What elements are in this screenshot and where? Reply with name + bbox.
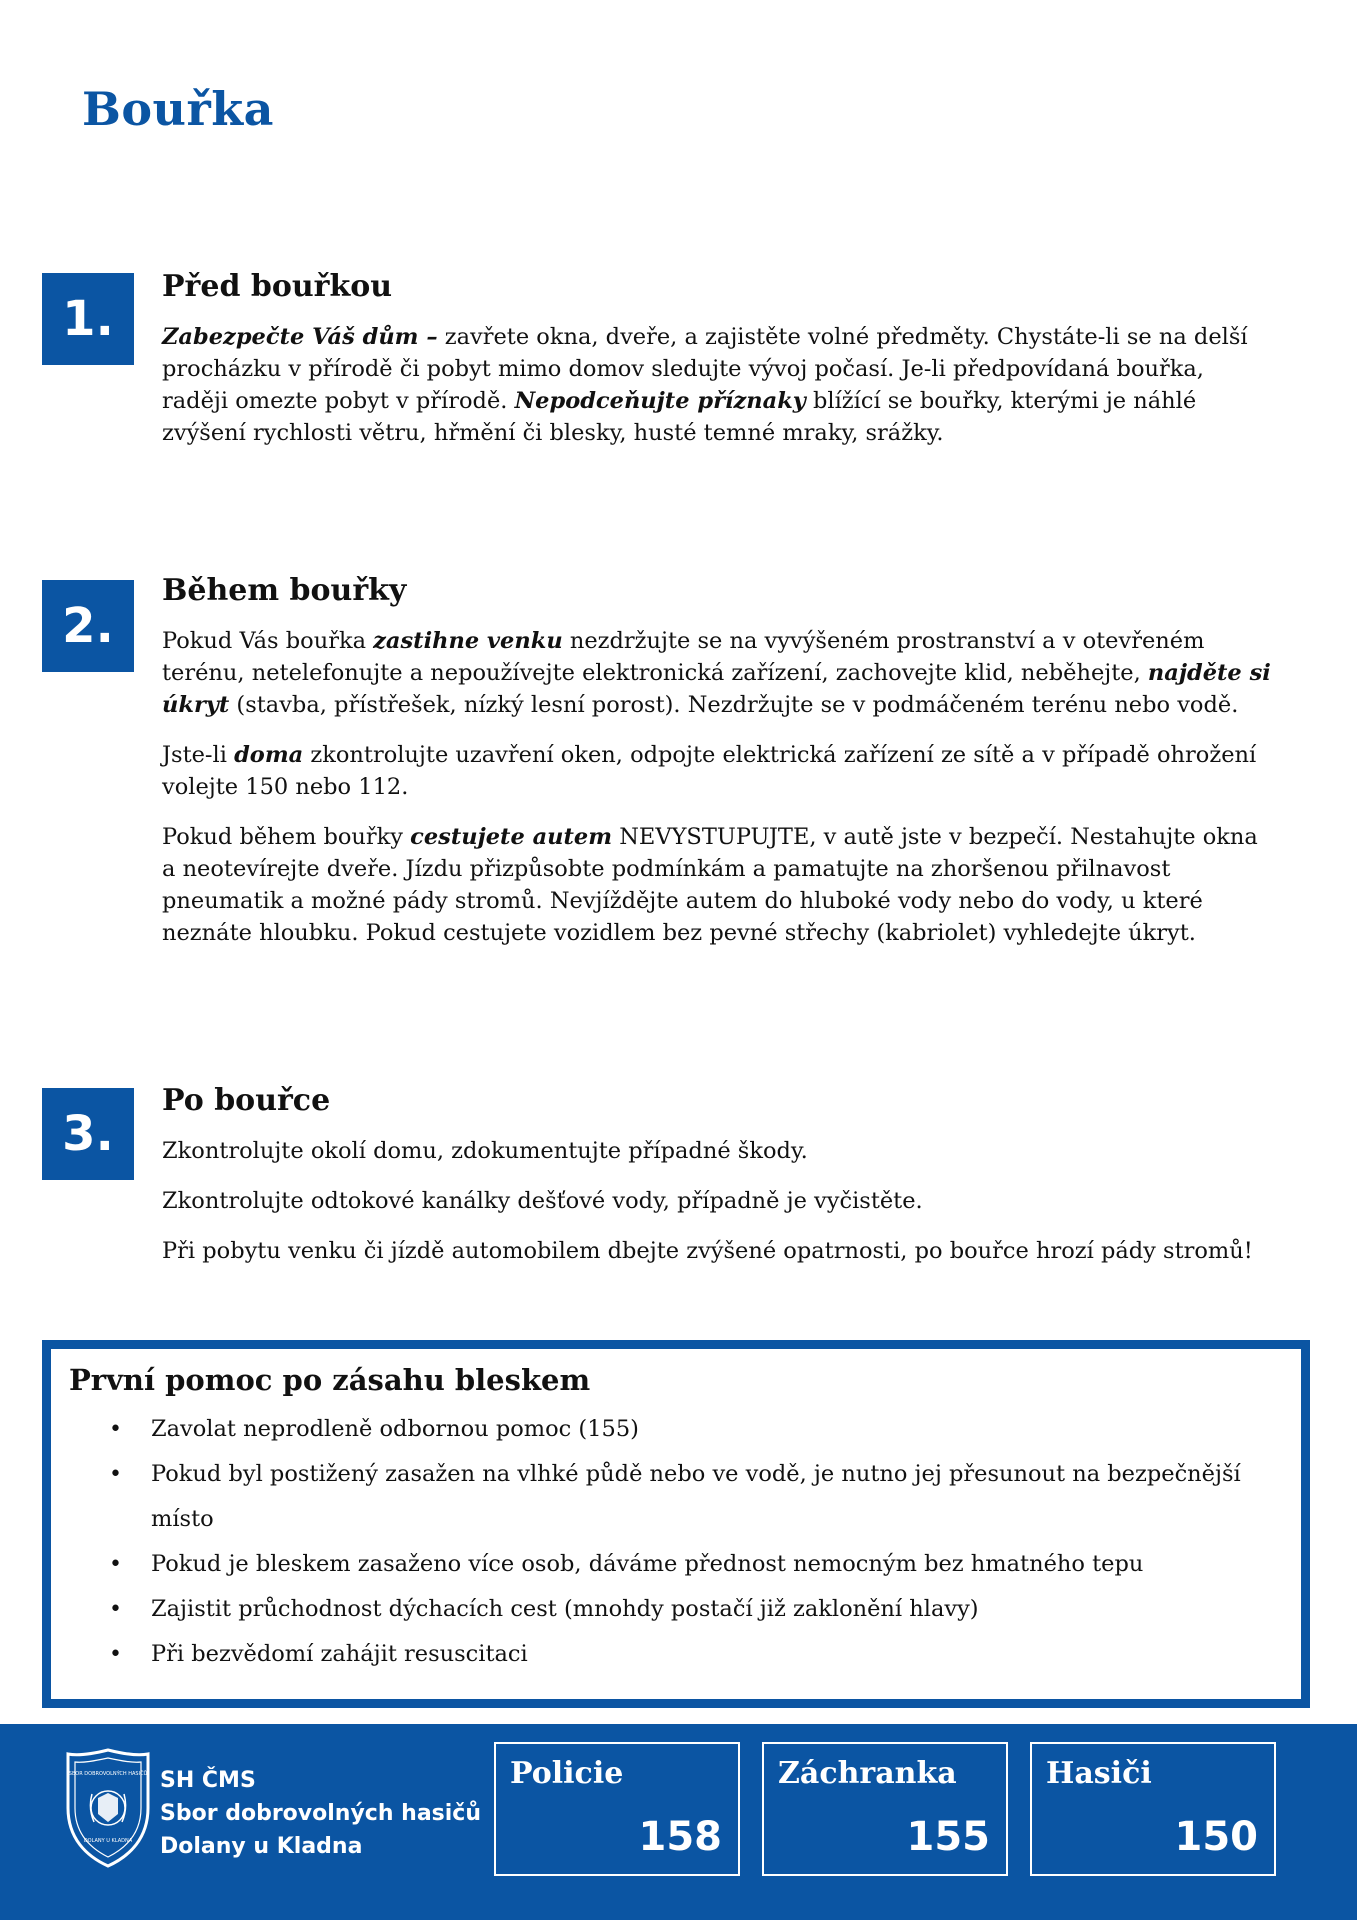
list-item-text: Zavolat neprodleně odbornou pomoc (155) — [151, 1416, 639, 1442]
section-paragraphs — [162, 321, 1272, 449]
bullet-icon: • — [109, 1597, 122, 1622]
section-paragraph — [162, 625, 1272, 721]
first-aid-list — [69, 1407, 1283, 1677]
paragraph-text: zavřete okna, dveře, a zajistěte volné předměty. Chystáte-li se na delší procházku v přírodě či pobyt mimo domov sledujte vývoj počasí. Je-li předpovídaná bouřka, raději omezte pobyt v přírodě. — [162, 324, 1248, 414]
list-item — [69, 1542, 1283, 1587]
paragraph-text: Při pobytu venku či jízdě automobilem dbejte zvýšené opatrnosti, po bouřce hrozí pády stromů! — [162, 1238, 1253, 1264]
list-item — [69, 1407, 1283, 1452]
contact-number: 158 — [638, 1814, 722, 1860]
section-paragraph — [162, 739, 1272, 803]
section-heading: Po bouřce — [162, 1083, 331, 1118]
paragraph-text: Zkontrolujte odtokové kanálky dešťové vody, případně je vyčistěte. — [162, 1188, 923, 1214]
paragraph-text: nezdržujte se na vyvýšeném prostranství a v otevřeném terénu, netelefonujte a nepoužívejte elektronická zařízení, zachovejte klid, neběhejte, — [162, 628, 1205, 686]
list-item-text: Pokud byl postižený zasažen na vlhké půdě nebo ve vodě, je nutno jej přesunout na bezpečnější místo — [151, 1461, 1241, 1532]
emphasis-text: Zabezpečte Váš dům – — [162, 324, 438, 350]
contact-ambulance — [762, 1742, 1008, 1876]
list-item-text: Pokud je bleskem zasaženo více osob, dáváme přednost nemocným bez hmatného tepu — [151, 1551, 1144, 1577]
paragraph-text: Jste-li — [162, 742, 235, 768]
paragraph-text: NEVYSTUPUJTE, v autě jste v bezpečí. Nestahujte okna a neotevírejte dveře. Jízdu přizpůsobte podmínkám a pamatujte na zhoršenou přilnavost pneumatik a možné pády stromů. Nevjíždějte autem do hluboké vody nebo do vody, u které neznáte hloubku. Pokud cestujete vozidlem bez pevné střechy (kabriolet) vyhledejte úkryt. — [162, 824, 1258, 946]
org-line: Dolany u Kladna — [160, 1834, 363, 1859]
section-body — [162, 1084, 1272, 1285]
list-item-text: Zajistit průchodnost dýchacích cest (mnohdy postačí již zaklonění hlavy) — [151, 1596, 979, 1622]
emphasis-text: najděte si úkryt — [162, 660, 1271, 718]
paragraph-text: zkontrolujte uzavření oken, odpojte elektrická zařízení ze sítě a v případě ohrožení volejte 150 nebo 112. — [162, 742, 1257, 800]
paragraph-text: blížící se bouřky, kterými je náhlé zvýšení rychlosti větru, hřmění či blesky, husté temné mraky, srážky. — [162, 388, 1197, 446]
paragraph-text: Zkontrolujte okolí domu, zdokumentujte případné škody. — [162, 1138, 808, 1164]
bullet-icon: • — [109, 1462, 122, 1487]
footer-bar — [0, 1724, 1357, 1920]
paragraph-text: Pokud Vás bouřka — [162, 628, 374, 654]
section-number-1: 1. — [42, 273, 134, 365]
list-item-text: Při bezvědomí zahájit resuscitaci — [151, 1641, 528, 1667]
emblem-bottom-text: DOLANY U KLADNA — [83, 1838, 133, 1844]
list-item — [69, 1452, 1283, 1542]
section-paragraphs — [162, 625, 1272, 949]
fire-brigade-emblem-icon — [64, 1746, 152, 1870]
bullet-icon: • — [109, 1642, 122, 1667]
paragraph-text: (stavba, přístřešek, nízký lesní porost). Nezdržujte se v podmáčeném terénu nebo vodě. — [229, 692, 1239, 718]
section-paragraph — [162, 821, 1272, 949]
list-item — [69, 1632, 1283, 1677]
contact-name: Hasiči — [1046, 1756, 1152, 1791]
bullet-icon: • — [109, 1552, 122, 1577]
section-paragraph — [162, 321, 1272, 449]
section-number-3: 3. — [42, 1088, 134, 1180]
section-paragraph — [162, 1235, 1272, 1267]
page-title: Bouřka — [82, 82, 274, 136]
emblem-top-text: SBOR DOBROVOLNÝCH HASIČŮ — [68, 1771, 148, 1777]
section-paragraph — [162, 1185, 1272, 1217]
emphasis-text: cestujete autem — [410, 824, 613, 850]
contact-police — [494, 1742, 740, 1876]
section-body — [162, 270, 1272, 467]
section-heading: Před bouřkou — [162, 269, 393, 304]
org-line: SH ČMS — [160, 1768, 256, 1793]
contact-name: Záchranka — [778, 1756, 957, 1791]
first-aid-title: První pomoc po zásahu bleskem — [69, 1363, 591, 1397]
first-aid-box — [42, 1340, 1310, 1708]
section-paragraph — [162, 1135, 1272, 1167]
section-paragraphs — [162, 1135, 1272, 1267]
section-body — [162, 574, 1272, 967]
contact-number: 155 — [906, 1814, 990, 1860]
list-item — [69, 1587, 1283, 1632]
paragraph-text: Pokud během bouřky — [162, 824, 411, 850]
emphasis-text: zastihne venku — [373, 628, 563, 654]
contact-name: Policie — [510, 1756, 624, 1791]
org-line: Sbor dobrovolných hasičů — [160, 1801, 481, 1826]
bullet-icon: • — [109, 1417, 122, 1442]
organization-name — [160, 1764, 481, 1863]
section-heading: Během bouřky — [162, 573, 407, 608]
emphasis-text: Nepodceňujte příznaky — [514, 388, 806, 414]
contact-number: 150 — [1174, 1814, 1258, 1860]
section-number-2: 2. — [42, 580, 134, 672]
emphasis-text: doma — [234, 742, 304, 768]
contact-firefighters — [1030, 1742, 1276, 1876]
